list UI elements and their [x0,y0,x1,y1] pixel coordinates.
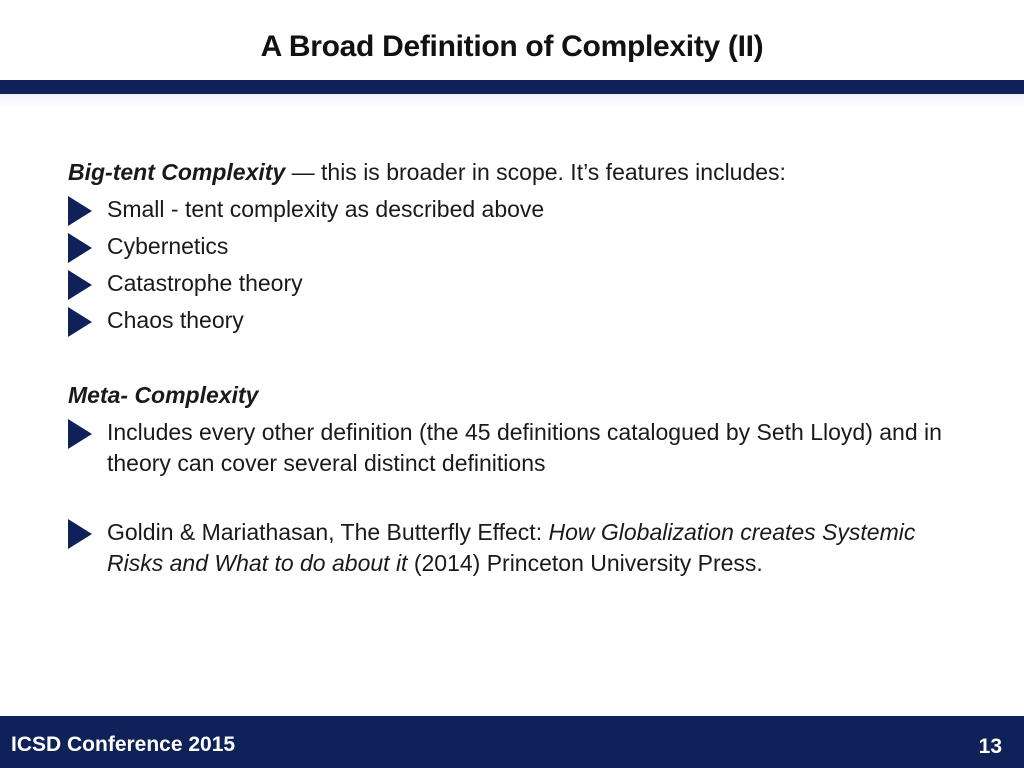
title-divider-shadow [0,94,1024,108]
reference-suffix: (2014) Princeton University Press. [407,550,763,576]
list-item-text: Small - tent complexity as described above [107,196,545,222]
bullet-arrow-icon [68,519,92,549]
slide-body [68,157,968,585]
list-item [68,268,968,299]
meta-term: Meta- Complexity [68,382,259,408]
reference-prefix: Goldin & Mariathasan, The Butterfly Effect: [107,519,549,545]
big-tent-list [68,194,968,336]
bullet-arrow-icon [68,270,92,300]
list-item-text: Catastrophe theory [107,270,303,296]
bullet-arrow-icon [68,233,92,263]
big-tent-description: — this is broader in scope. It’s features includes: [285,159,786,185]
slide-title: A Broad Definition of Complexity (II) [260,30,764,63]
list-item [68,417,968,479]
bullet-arrow-icon [68,419,92,449]
reference-item [68,517,968,579]
reference-list [68,517,968,579]
list-item-text: Includes every other definition (the 45 definitions catalogued by Seth Lloyd) and in theory can cover several distinct definitions [107,419,942,476]
section-spacer [68,485,968,517]
footer-bar [0,716,1024,768]
list-item-text: Cybernetics [107,233,229,259]
bullet-arrow-icon [68,196,92,226]
meta-list [68,417,968,479]
big-tent-heading [68,157,968,188]
title-divider-bar [0,80,1024,94]
section-spacer [68,342,968,380]
reference-book-title: How Globalization creates Systemic Risks and What to do about it [107,519,916,576]
list-item [68,231,968,262]
meta-heading [68,380,968,411]
big-tent-term: Big-tent Complexity [68,159,286,185]
bullet-arrow-icon [68,307,92,337]
list-item-text: Chaos theory [107,307,244,333]
footer-conference-label: ICSD Conference 2015 [11,733,236,756]
page-number: 13 [978,735,1002,758]
list-item [68,305,968,336]
list-item [68,194,968,225]
